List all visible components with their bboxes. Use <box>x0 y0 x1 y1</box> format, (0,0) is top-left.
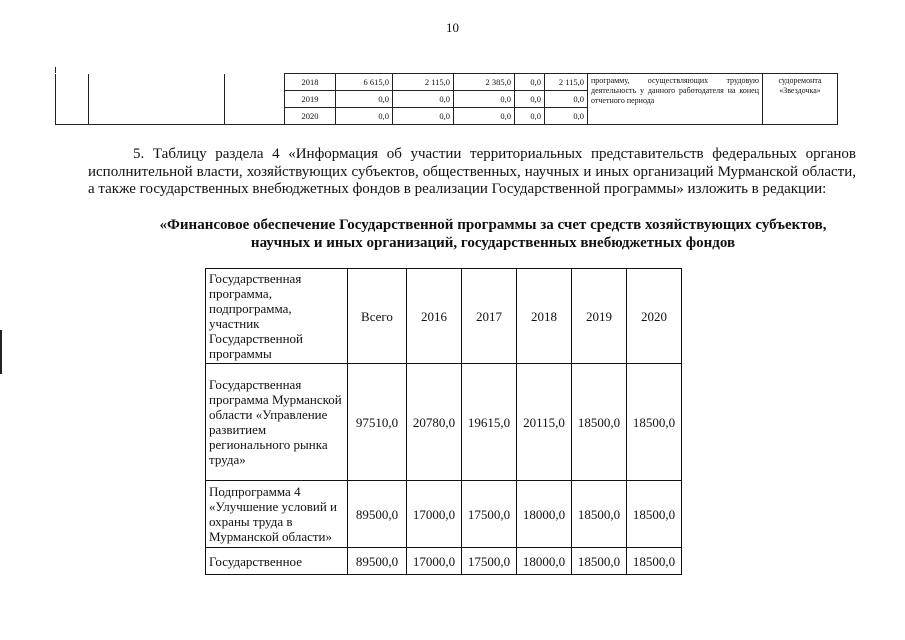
column-header: Государственная программа, подпрограмма, участник Государственной программы <box>206 269 348 364</box>
column-header: 2019 <box>572 269 627 364</box>
column-header: 2018 <box>517 269 572 364</box>
column-header: Всего <box>348 269 407 364</box>
table-header-row <box>206 269 682 364</box>
value-cell: 18000,0 <box>517 481 572 548</box>
value-cell: 18500,0 <box>627 548 682 575</box>
year-cell: 2018 <box>285 74 336 91</box>
value-cell: 2 115,0 <box>393 74 454 91</box>
value-cell: 0,0 <box>515 108 545 125</box>
value-cell: 17500,0 <box>462 481 517 548</box>
value-cell: 17000,0 <box>407 481 462 548</box>
page-number: 10 <box>446 20 459 35</box>
value-cell: 18000,0 <box>517 548 572 575</box>
value-cell: 2 385,0 <box>454 74 515 91</box>
year-cell: 2019 <box>285 91 336 108</box>
value-cell: 0,0 <box>393 108 454 125</box>
continued-table <box>55 73 838 125</box>
value-cell: 20115,0 <box>517 364 572 481</box>
value-cell: 18500,0 <box>627 364 682 481</box>
value-cell: 18500,0 <box>572 481 627 548</box>
table-cell <box>56 74 89 125</box>
value-cell: 18500,0 <box>627 481 682 548</box>
value-cell: 0,0 <box>336 91 393 108</box>
table-row <box>56 74 838 91</box>
program-name-cell: Государственное <box>206 548 348 575</box>
paragraph-text: 5. Таблицу раздела 4 «Информация об участии территориальных представительств федеральных органов исполнительной власти, хозяйствующих субъектов, общественных, научных и иных организаций Мурманской области, а также государственных внебюджетных фондов в реализации Государственной программы» изложить в редакции: <box>88 146 856 197</box>
value-cell: 0,0 <box>545 108 588 125</box>
program-name-cell: Государственная программа Мурманской области «Управление развитием регионального рынка труда» <box>206 364 348 481</box>
amendment-paragraph <box>88 146 856 199</box>
table-row <box>206 364 682 481</box>
table-cell <box>89 74 225 125</box>
value-cell: 97510,0 <box>348 364 407 481</box>
column-header: 2016 <box>407 269 462 364</box>
financing-table <box>205 268 682 575</box>
table-cell <box>225 74 285 125</box>
value-cell: 19615,0 <box>462 364 517 481</box>
margin-mark <box>0 330 2 374</box>
table-heading: «Финансовое обеспечение Государственной программы за счет средств хозяйствующих субъектов, научных и иных организаций, государственных внебюджетных фондов <box>159 217 827 251</box>
participant-cell: судоремонта «Звездочка» <box>763 74 838 125</box>
value-cell: 89500,0 <box>348 548 407 575</box>
value-cell: 0,0 <box>545 91 588 108</box>
column-header: 2020 <box>627 269 682 364</box>
indicator-description: программу, осуществляющих трудовую деятельность у данного работодателя на конец отчетного периода <box>588 74 763 125</box>
program-name-cell: Подпрограмма 4 «Улучшение условий и охраны труда в Мурманской области» <box>206 481 348 548</box>
value-cell: 0,0 <box>393 91 454 108</box>
year-cell: 2020 <box>285 108 336 125</box>
value-cell: 18500,0 <box>572 548 627 575</box>
value-cell: 17500,0 <box>462 548 517 575</box>
value-cell: 2 115,0 <box>545 74 588 91</box>
value-cell: 17000,0 <box>407 548 462 575</box>
value-cell: 20780,0 <box>407 364 462 481</box>
value-cell: 18500,0 <box>572 364 627 481</box>
value-cell: 0,0 <box>515 91 545 108</box>
table-row <box>206 481 682 548</box>
value-cell: 89500,0 <box>348 481 407 548</box>
table-row <box>206 548 682 575</box>
value-cell: 0,0 <box>454 108 515 125</box>
value-cell: 0,0 <box>336 108 393 125</box>
value-cell: 6 615,0 <box>336 74 393 91</box>
value-cell: 0,0 <box>454 91 515 108</box>
value-cell: 0,0 <box>515 74 545 91</box>
column-header: 2017 <box>462 269 517 364</box>
